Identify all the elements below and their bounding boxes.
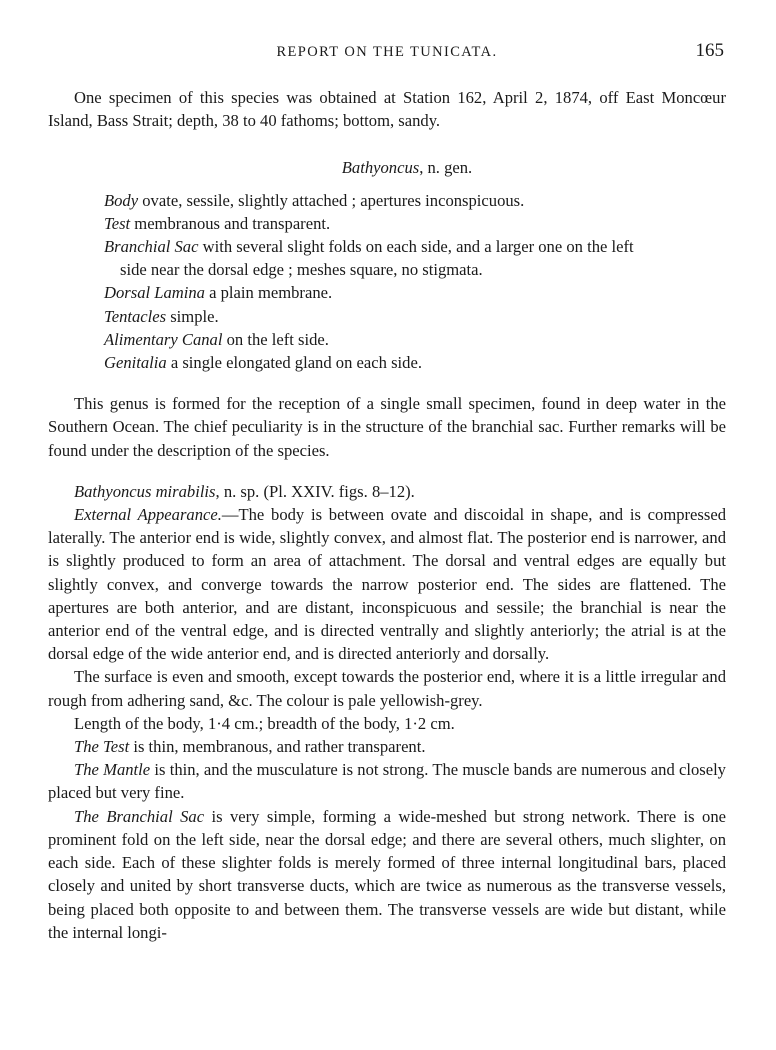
branchial-sac-paragraph: [48, 805, 726, 944]
diagnosis-term: Alimentary Canal: [104, 329, 223, 349]
diagnosis-text: a single elongated gland on each side.: [166, 353, 422, 373]
test-text: is thin, membranous, and rather transparent.: [129, 737, 426, 757]
diagnosis-term: Genitalia: [104, 353, 167, 373]
diagnosis-text: simple.: [166, 306, 219, 326]
diagnosis-line: [104, 235, 726, 258]
genus-suffix: , n. gen.: [419, 158, 473, 178]
diagnosis-term: Dorsal Lamina: [104, 283, 205, 303]
diagnosis-term: Body: [104, 190, 139, 210]
station-paragraph: One specimen of this species was obtained at Station 162, April 2, 1874, off East Moncœur Island, Bass Strait; depth, 38 to 40 fathoms; bottom, sandy.: [48, 88, 726, 131]
diagnosis-term: Branchial Sac: [104, 237, 199, 257]
mantle-paragraph: [48, 758, 726, 804]
page-header: [50, 40, 724, 64]
genus-heading: [48, 156, 726, 179]
diagnosis-text: on the left side.: [222, 329, 329, 349]
diagnosis-term: Test: [104, 213, 131, 233]
diagnosis-text: ovate, sessile, slightly attached ; apertures inconspicuous.: [138, 190, 525, 210]
branchial-term: The Branchial Sac: [74, 806, 205, 826]
test-term: The Test: [74, 737, 130, 757]
diagnosis-continuation: side near the dorsal edge ; meshes square, no stigmata.: [120, 260, 483, 280]
external-text: —The body is between ovate and discoidal in shape, and is compressed laterally. The anterior end is wide, slightly convex, and almost flat. The posterior end is narrower, and is slightly produced to form an area of attachment. The dorsal and ventral edges are equally but slightly convex, and converge towards the narrow posterior end. The sides are flattened. The apertures are both anterior, and are distant, inconspicuous and sessile; the branchial is near the anterior end of the ventral edge, and is directed ventrally and slightly anteriorly; the atrial is at the dorsal edge of the wide anterior end, and is directed anteriorly and dorsally.: [48, 505, 726, 664]
diagnosis-line: [104, 189, 726, 212]
mantle-text: is thin, and the musculature is not strong. The muscle bands are numerous and closely placed but very fine.: [48, 760, 726, 803]
test-paragraph: [48, 735, 726, 758]
diagnosis-text: a plain membrane.: [204, 283, 333, 303]
diagnosis-term: Tentacles: [104, 306, 167, 326]
genus-remarks: This genus is formed for the reception of a single small specimen, found in deep water in the Southern Ocean. The chief peculiarity is in the structure of the branchial sac. Further remarks will be found under the description of the species.: [48, 394, 726, 460]
diagnosis-line: [104, 351, 726, 374]
surface-paragraph: The surface is even and smooth, except towards the posterior end, where it is a little irregular and rough from adhering sand, &c. The colour is pale yellowish-grey.: [48, 667, 726, 710]
external-appearance-paragraph: [48, 503, 726, 665]
mantle-term: The Mantle: [74, 760, 151, 780]
diagnosis-line: [104, 305, 726, 328]
branchial-text: is very simple, forming a wide-meshed but strong network. There is one prominent fold on the left side, near the dorsal edge; and there are several others, much slighter, on each side. Each of these slighter folds is merely formed of three internal longitudinal bars, placed closely and united by short transverse ducts, which are twice as numerous as the transverse vessels, being placed both opposite to and between them. The transverse vessels are wide but distant, while the internal longi-: [48, 806, 726, 942]
dimensions-paragraph: Length of the body, 1·4 cm.; breadth of the body, 1·2 cm.: [74, 713, 455, 733]
diagnosis-line: [104, 328, 726, 351]
genus-diagnosis: [104, 189, 726, 375]
body-text: [48, 86, 726, 944]
genus-name: Bathyoncus: [341, 158, 420, 178]
species-name: Bathyoncus mirabilis: [74, 481, 216, 501]
diagnosis-line: [104, 281, 726, 304]
external-term: External Appearance.: [74, 505, 222, 525]
diagnosis-line: [104, 212, 726, 235]
running-head: REPORT ON THE TUNICATA.: [276, 44, 498, 60]
species-heading: [48, 480, 726, 503]
diagnosis-text: with several slight folds on each side, and a larger one on the left: [198, 237, 634, 257]
species-suffix: , n. sp. (Pl. XXIV. figs. 8–12).: [215, 481, 415, 501]
page-number: 165: [695, 40, 724, 61]
diagnosis-text: membranous and transparent.: [130, 213, 331, 233]
